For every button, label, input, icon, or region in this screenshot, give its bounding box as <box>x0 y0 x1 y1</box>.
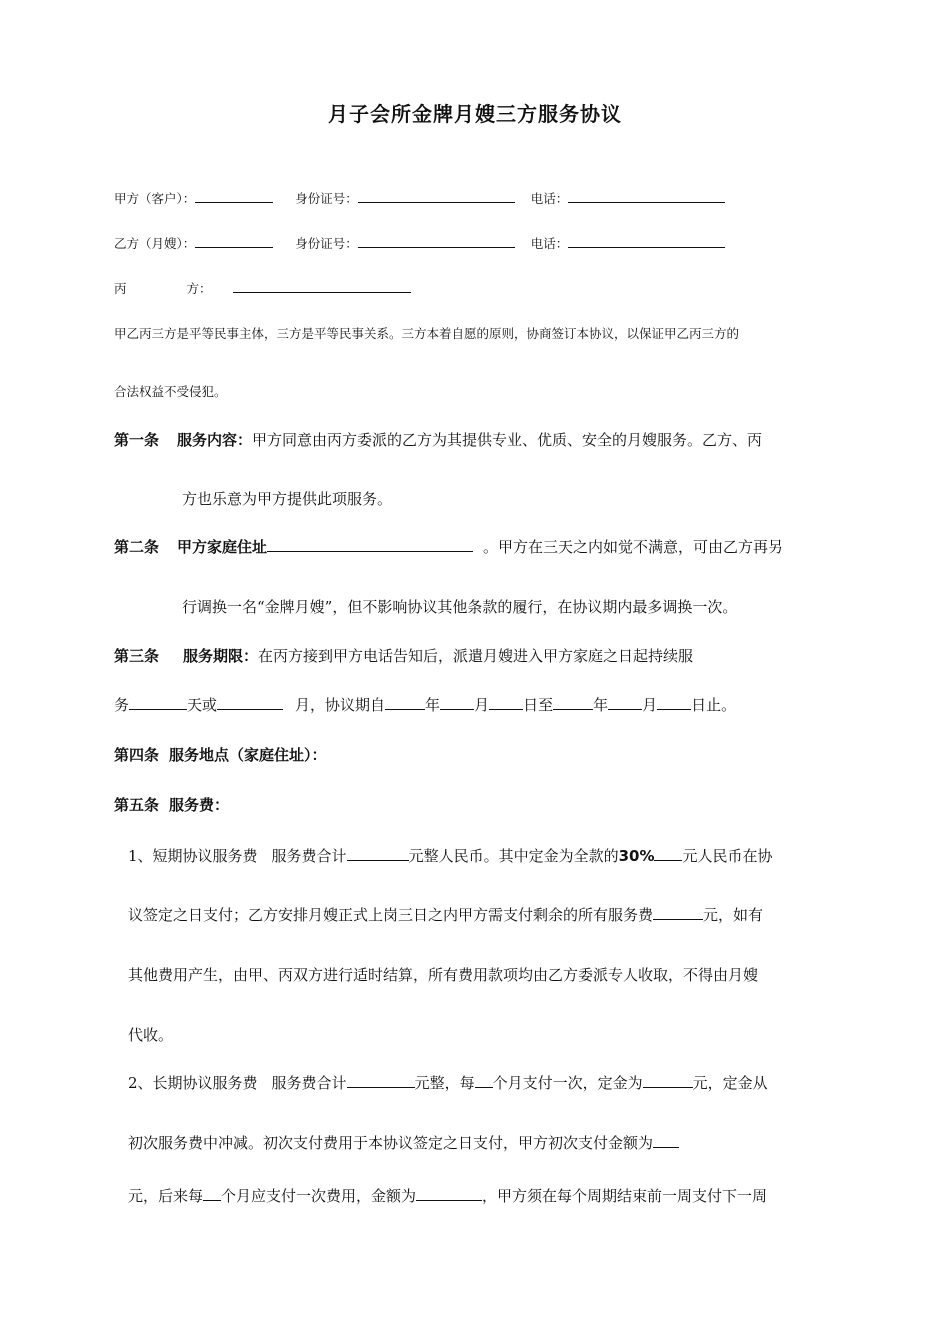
article-3-line-1 <box>114 645 693 666</box>
start-day-blank[interactable] <box>489 694 523 710</box>
end-day-blank[interactable] <box>657 694 691 710</box>
item-1-deposit-percent: 30% <box>618 847 655 865</box>
item-2-title: 2、长期协议服务费 <box>128 1074 258 1092</box>
party-b-name-blank[interactable] <box>195 235 273 249</box>
party-c-label-2: 方： <box>186 281 212 296</box>
item-1-deposit-text: 元整人民币。其中定金为全款的 <box>408 847 619 865</box>
start-month-unit: 月 <box>474 696 490 714</box>
article-3-line-2 <box>114 694 736 715</box>
party-b-phone-label: 电话： <box>530 236 569 251</box>
item-2-text-end: 元，定金从 <box>692 1074 768 1092</box>
document-title: 月子会所金牌月嫂三方服务协议 <box>328 102 622 126</box>
item-2-interval-blank[interactable] <box>475 1072 493 1088</box>
item-2-total-blank[interactable] <box>347 1072 415 1088</box>
article-1-text-1: 甲方同意由丙方委派的乙方为其提供专业、优质、安全的月嫂服务。乙方、丙 <box>252 431 763 449</box>
article-2-number: 第二条 <box>114 538 160 556</box>
item-2-line-1 <box>128 1072 768 1093</box>
item-2-text-3a: 元，后来每 <box>128 1187 204 1205</box>
party-b-id-blank[interactable] <box>358 235 515 249</box>
item-2-period-blank[interactable] <box>203 1185 221 1201</box>
item-2-line-2 <box>128 1132 679 1153</box>
period-to-label: 日至 <box>523 696 554 714</box>
item-2-initial-amount-blank[interactable] <box>653 1132 679 1148</box>
article-5-line <box>114 794 229 815</box>
party-b-row <box>114 234 725 252</box>
item-2-deposit-blank[interactable] <box>643 1072 693 1088</box>
party-a-label: 甲方（客户）： <box>114 191 196 206</box>
article-2-text-1: 。甲方在三天之内如觉不满意，可由乙方再另 <box>483 538 784 556</box>
article-4-line <box>114 744 327 765</box>
article-2-line-1 <box>114 536 783 557</box>
item-2-text-2: 初次服务费中冲减。初次支付费用于本协议签定之日支付，甲方初次支付金额为 <box>128 1134 654 1152</box>
party-a-id-label: 身份证号： <box>295 191 358 206</box>
party-c-row <box>114 279 411 297</box>
item-1-remaining-blank[interactable] <box>653 904 703 920</box>
end-year-unit: 年 <box>593 696 609 714</box>
article-3-heading: 服务期限： <box>183 647 259 665</box>
start-month-blank[interactable] <box>440 694 474 710</box>
end-month-unit: 月 <box>642 696 658 714</box>
party-b-phone-blank[interactable] <box>568 235 725 249</box>
article-2-line-2: 行调换一名“金牌月嫂”，但不影响协议其他条款的履行，在协议期内最多调换一次。 <box>182 598 738 616</box>
intro-line-2: 合法权益不受侵犯。 <box>114 384 227 399</box>
article-5-number: 第五条 <box>114 796 160 814</box>
item-1-deposit-blank[interactable] <box>654 845 682 861</box>
party-b-label: 乙方（月嫂）： <box>114 236 196 251</box>
article-1-line-1 <box>114 429 762 450</box>
party-a-phone-label: 电话： <box>530 191 569 206</box>
item-2-amount-blank[interactable] <box>416 1185 482 1201</box>
item-1-text-end: 元人民币在协 <box>682 847 773 865</box>
days-unit: 天或 <box>187 696 218 714</box>
item-1-text-2b: 元，如有 <box>703 906 764 924</box>
article-1-heading: 服务内容： <box>177 431 253 449</box>
article-4-heading: 服务地点（家庭住址）： <box>169 746 327 764</box>
start-year-blank[interactable] <box>385 694 425 710</box>
article-3-number: 第三条 <box>114 647 160 665</box>
article-4-number: 第四条 <box>114 746 160 764</box>
item-1-line-4: 代收。 <box>128 1026 174 1044</box>
item-2-deposit-label: 个月支付一次，定金为 <box>492 1074 643 1092</box>
party-c-name-blank[interactable] <box>233 280 411 294</box>
party-c-label-1: 丙 <box>114 281 127 296</box>
months-blank[interactable] <box>217 694 283 710</box>
party-a-row <box>114 189 725 207</box>
article-5-heading: 服务费： <box>169 796 230 814</box>
article-1-number: 第一条 <box>114 431 160 449</box>
item-2-text-3c: ，甲方须在每个周期结束前一周支付下一周 <box>482 1187 768 1205</box>
item-2-text-3b: 个月应支付一次费用，金额为 <box>221 1187 417 1205</box>
article-3-text-1: 在丙方接到甲方电话告知后，派遣月嫂进入甲方家庭之日起持续服 <box>258 647 694 665</box>
party-a-name-blank[interactable] <box>195 190 273 204</box>
item-1-total-blank[interactable] <box>347 845 409 861</box>
article-2-heading: 甲方家庭住址 <box>177 538 268 556</box>
item-1-total-label: 服务费合计 <box>271 847 347 865</box>
intro-line-1: 甲乙丙三方是平等民事主体，三方是平等民事关系。三方本着自愿的原则，协商签订本协议，以保证甲乙丙三方的 <box>114 326 740 341</box>
end-day-unit: 日止。 <box>691 696 737 714</box>
item-1-line-2 <box>128 904 763 925</box>
item-2-total-label: 服务费合计 <box>271 1074 347 1092</box>
item-1-text-2a: 议签定之日支付；乙方安排月嫂正式上岗三日之内甲方需支付剩余的所有服务费 <box>128 906 654 924</box>
end-month-blank[interactable] <box>608 694 642 710</box>
end-year-blank[interactable] <box>553 694 593 710</box>
home-address-blank[interactable] <box>267 536 473 552</box>
item-2-every-label: 元整，每 <box>414 1074 475 1092</box>
service-prefix: 务 <box>114 696 130 714</box>
item-1-line-1 <box>128 845 773 866</box>
item-1-line-3: 其他费用产生，由甲、丙双方进行适时结算，所有费用款项均由乙方委派专人收取，不得由月嫂 <box>128 966 759 984</box>
item-2-line-3 <box>128 1185 767 1206</box>
period-from-label: 月，协议期自 <box>295 696 386 714</box>
party-b-id-label: 身份证号： <box>295 236 358 251</box>
item-1-title: 1、短期协议服务费 <box>128 847 258 865</box>
days-blank[interactable] <box>129 694 187 710</box>
party-a-id-blank[interactable] <box>358 190 515 204</box>
start-year-unit: 年 <box>425 696 441 714</box>
party-a-phone-blank[interactable] <box>568 190 725 204</box>
article-1-line-2: 方也乐意为甲方提供此项服务。 <box>182 490 393 508</box>
